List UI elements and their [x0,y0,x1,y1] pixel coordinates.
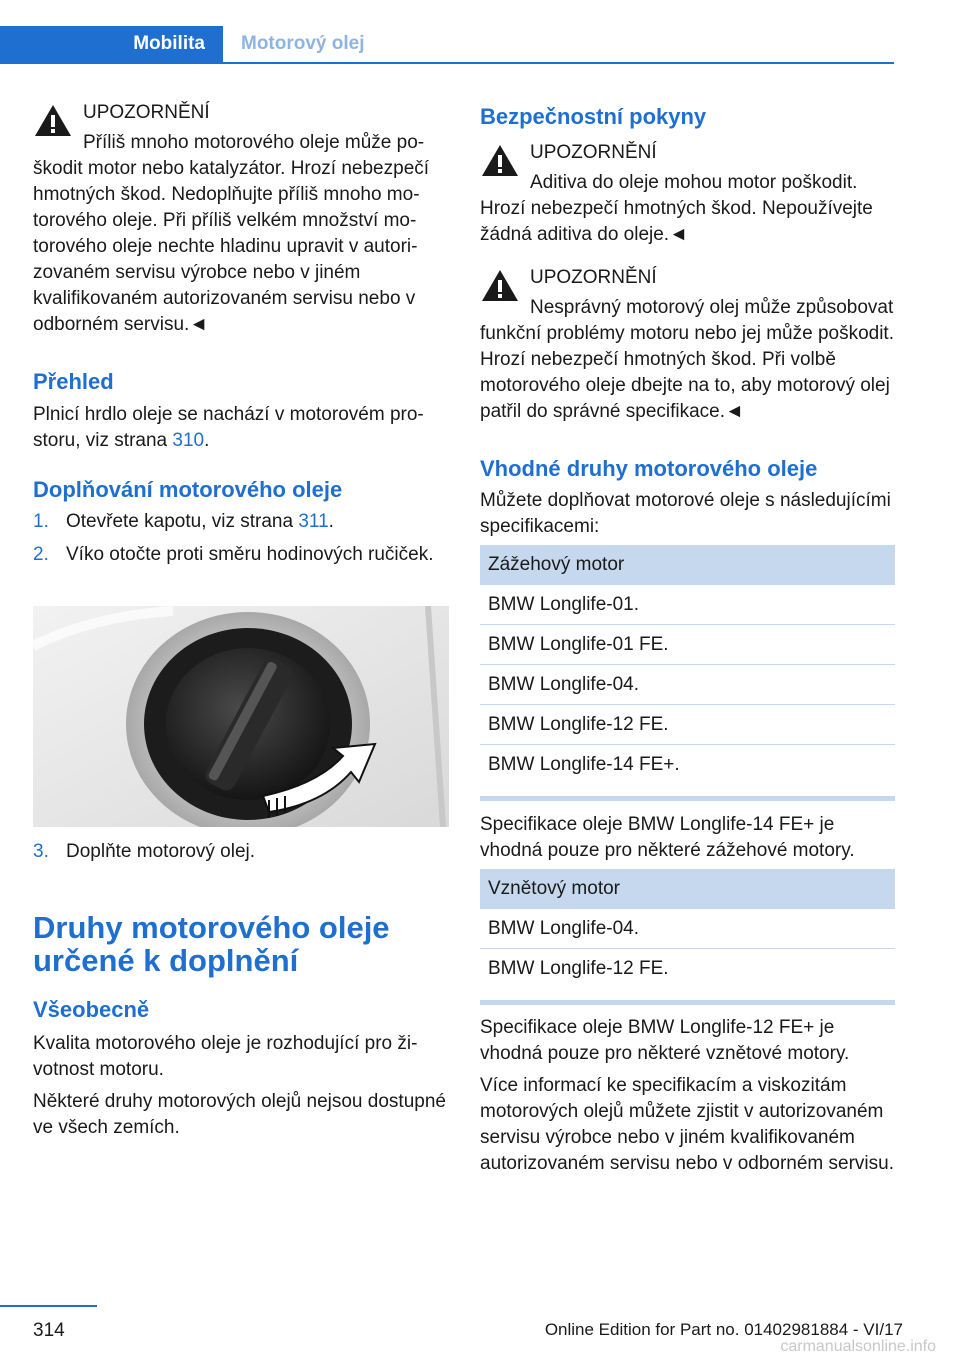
heading-druhy-oleje: Druhy motorového oleje určené k doplnění [33,910,390,978]
warning-text: Nesprávný motorový olej může způsobovat funkční problémy motoru nebo jej může poškodit. Hrozí nebezpečí hmotných škod. Při volbě motorového oleje dbejte na to, aby motorový olej patřil do správné specifikace.◄ [480,297,894,422]
warning-additives [480,140,895,248]
oil-filler-cap-image [33,606,449,827]
table-header: Zážehový motor [480,545,895,585]
table-row: BMW Longlife-12 FE. [488,957,669,979]
more-info-text: Více informací ke specifikacím a viskozitám motorových olejů můžete zjistit v autorizovaném servisu výrobce nebo v jiném kvalifikovaném autorizovaném servisu nebo v odborném servisu. [480,1075,894,1174]
heading-vseobecne: Všeobecně [33,997,150,1022]
list-item-step-3: 3. Doplňte motorový olej. [33,841,256,862]
running-header [0,26,894,64]
warning-title: UPOZORNĚNÍ [83,102,210,123]
table-row: BMW Longlife-14 FE+. [488,753,680,775]
list-item-step-1: 1. Otevřete kapotu, viz strana 311. [33,511,334,532]
table-header: Vznětový motor [480,869,895,909]
diesel-note: Specifikace oleje BMW Longlife-12 FE+ je vhodná pouze pro některé vznětové motory. [480,1017,850,1064]
edition-info: Online Edition for Part no. 01402981884 - VI/17 [544,1320,903,1339]
heading-prehled: Přehled [33,369,114,394]
page-number: 314 [33,1320,65,1341]
diesel-spec-table [480,869,895,1005]
suitable-text: Můžete doplňovat motorové oleje s následujícími specifikacemi: [480,490,891,537]
overview-text: Plnicí hrdlo oleje se nachází v motorovém prostoru, viz strana 310. [33,404,424,451]
table-end-rule [480,1000,895,1005]
warning-triangle-icon [480,142,520,178]
page-link-311[interactable]: 311 [298,511,329,532]
warning-wrong-oil [480,265,895,425]
tab-mobilita[interactable]: Mobilita [0,26,223,62]
heading-doplnovani: Doplňování motorového oleje [33,477,343,502]
table-row: BMW Longlife-01. [480,585,895,625]
page-link-310[interactable]: 310 [172,430,205,451]
list-item-step-2: 2. Víko otočte proti směru hodinových ručiček. [33,544,434,565]
footer-rule [0,1305,97,1307]
warning-overfill [33,100,449,338]
table-row: BMW Longlife-01 FE. [480,625,895,665]
table-row: BMW Longlife-04. [480,909,895,949]
warning-title: UPOZORNĚNÍ [530,142,657,163]
table-end-rule [480,796,895,801]
warning-text: Aditiva do oleje mohou motor poškodit. Hrozí nebezpečí hmotných škod. Nepoužívejte žádná aditiva do oleje.◄ [480,172,873,245]
warning-triangle-icon [480,267,520,303]
heading-bezpecnostni-pokyny: Bezpečnostní pokyny [480,104,707,129]
warning-title: UPOZORNĚNÍ [530,267,657,288]
watermark: carmanualsonline.info [780,1338,936,1355]
table-row: BMW Longlife-04. [480,665,895,705]
heading-vhodne-druhy: Vhodné druhy motorového oleje [480,456,818,481]
general-text-1: Kvalita motorového oleje je rozhodující pro životnost motoru. [33,1033,418,1080]
warning-triangle-icon [33,102,73,138]
petrol-spec-table [480,545,895,801]
warning-text: Příliš mnoho motorového oleje může poškodit motor nebo katalyzátor. Hrozí nebezpečí hmotných škod. Nedoplňujte příliš mnoho motorového oleje. Při příliš velkém množství motorového oleje nechte hladinu upravit v autorizovaném servisu výrobce nebo v jiném kvalifikovaném autorizovaném servisu nebo v odborném servisu.◄ [33,132,430,335]
tab-motorovy-olej[interactable]: Motorový olej [241,33,365,54]
table-row: BMW Longlife-12 FE. [480,705,895,745]
petrol-note: Specifikace oleje BMW Longlife-14 FE+ je vhodná pouze pro některé zážehové motory. [480,814,855,861]
general-text-2: Některé druhy motorových olejů nejsou dostupné ve všech zemích. [33,1091,446,1138]
